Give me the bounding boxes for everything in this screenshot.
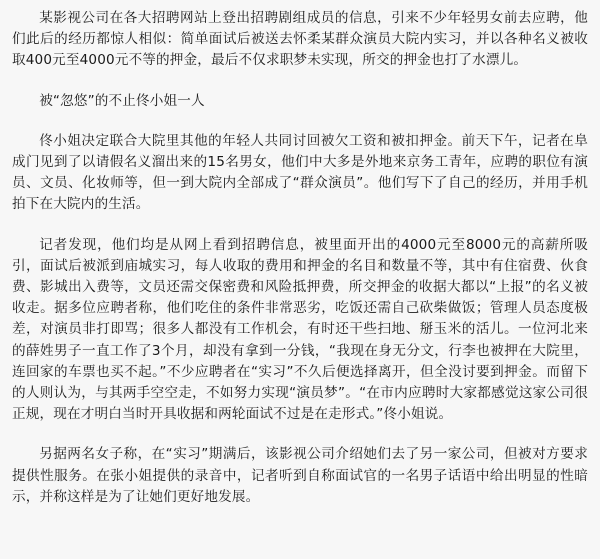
body-paragraph-2: 记者发现，他们均是从网上看到招聘信息，被里面开出的4000元至8000元的高薪所吸引，面试后被派到庙城实习，每人收取的费用和押金的名目和数量不等，其中有住宿费、伙食费、影城出入费等，文员还需交保密费和风险抵押费，所交押金的收据大都以“上报”的名义被收走。据多位应聘者称，他们吃住的条件非常恶劣，吃饭还需自己砍柴做饭；管理人员态度极差，对演员非打即骂；很多人都没有工作机会，有时还干些扫地、掰玉米的活儿。一位河北来的薛姓男子一直工作了3个月，却没有拿到一分钱，“我现在身无分文，行李也被押在大院里，连回家的车票也买不起。”不少应聘者在“实习”不久后便选择离开，但全没讨要到押金。而留下的人则认为，与其两手空空走，不如努力实现“演员梦”。“在市内应聘时大家都感觉这家公司很正规，现在才明白当时开具收据和两轮面试不过是在走形式。”佟小姐说。 xyxy=(12,236,588,423)
section-subheading: 被“忽悠”的不止佟小姐一人 xyxy=(39,92,205,109)
body-paragraph-3: 另据两名女子称，在“实习”期满后，该影视公司介绍她们去了另一家公司，但被对方要求提供性服务。在张小姐提供的录音中，记者听到自称面试官的一名男子话语中给出明显的性暗示，并称这样是为了让她们更好地发展。 xyxy=(12,446,588,505)
body-paragraph-1: 佟小姐决定联合大院里其他的年轻人共同讨回被欠工资和被扣押金。前天下午，记者在阜成门见到了以请假名义溜出来的15名男女，他们中大多是外地来京务工青年，应聘的职位有演员、文员、化妆师等，但一到大院内全部成了“群众演员”。他们写下了自己的经历，并用手机拍下在大院内的生活。 xyxy=(12,132,588,213)
intro-paragraph: 某影视公司在各大招聘网站上登出招聘剧组成员的信息，引来不少年轻男女前去应聘，他们此后的经历都惊人相似：简单面试后被送去怀柔某群众演员大院内实习，并以各种名义被收取400元至4000元不等的押金，最后不仅求职梦未实现，所交的押金也打了水漂儿。 xyxy=(12,10,588,69)
